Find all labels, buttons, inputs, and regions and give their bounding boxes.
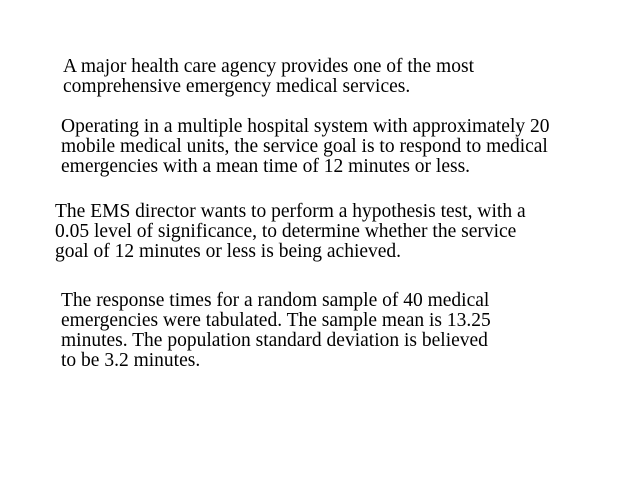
text-line: minutes. The population standard deviation is believed <box>61 330 488 351</box>
text-line: emergencies with a mean time of 12 minutes or less. <box>61 156 471 177</box>
text-line: emergencies were tabulated. The sample mean is 13.25 <box>61 310 491 331</box>
text-line: Operating in a multiple hospital system with approximately 20 <box>61 116 550 137</box>
text-line: comprehensive emergency medical services. <box>63 76 411 97</box>
text-line: goal of 12 minutes or less is being achieved. <box>55 241 402 262</box>
paragraph-service-goal <box>61 117 550 177</box>
text-line: The EMS director wants to perform a hypothesis test, with a <box>55 201 526 222</box>
text-line: mobile medical units, the service goal is to respond to medical <box>61 136 548 157</box>
text-line: 0.05 level of significance, to determine whether the service <box>55 221 517 242</box>
paragraph-hypothesis-test <box>55 202 526 262</box>
text-line: The response times for a random sample of 40 medical <box>61 290 490 311</box>
paragraph-agency-intro <box>63 57 474 97</box>
text-line: to be 3.2 minutes. <box>61 350 201 371</box>
text-line: A major health care agency provides one of the most <box>63 56 474 77</box>
paragraph-sample-data <box>61 291 491 371</box>
